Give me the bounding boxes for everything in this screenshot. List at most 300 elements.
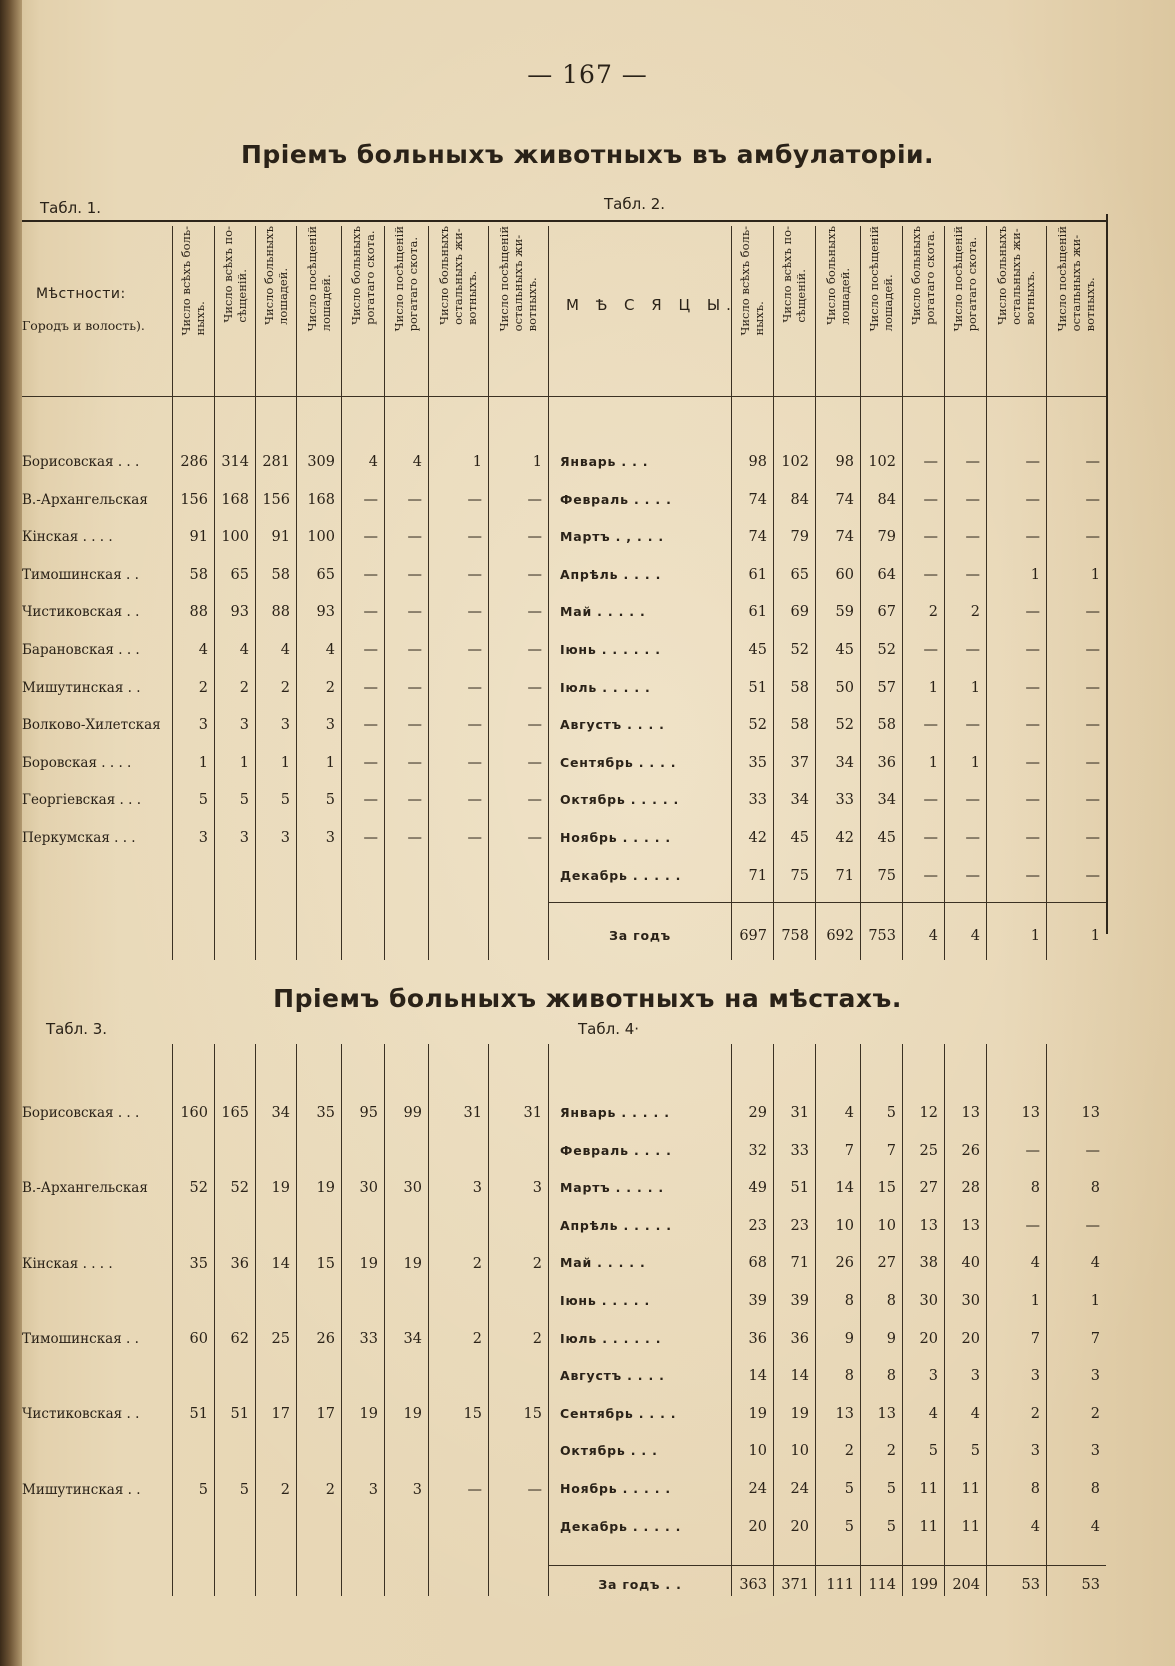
table-cell: 34 — [835, 754, 854, 771]
right-table-col-header-5 — [944, 226, 986, 388]
row-label: Мартъ . . . . . — [560, 1180, 664, 1196]
table-cell: — — [1085, 792, 1100, 809]
row-label: Барановская . . . — [22, 642, 140, 658]
table-cell: — — [1085, 754, 1100, 771]
table4-row — [0, 1178, 1175, 1198]
table-cell: 52 — [189, 1180, 208, 1197]
table4-row — [0, 1517, 1175, 1537]
table-cell: — — [467, 1481, 482, 1498]
table-cell: 102 — [781, 454, 809, 470]
row-label: В.-Архангельская — [22, 1180, 148, 1197]
table-cell: — — [1085, 604, 1100, 621]
table4-row — [0, 1216, 1175, 1236]
row-label: Ноябрь . . . . . — [560, 1481, 671, 1496]
table-cell: 19 — [359, 1255, 378, 1272]
table-cell: 3 — [532, 1180, 542, 1197]
table4-row — [0, 1329, 1175, 1349]
column-header-text: Число посѣщеній остальныхъ жи- вотныхъ. — [497, 226, 539, 332]
table-cell: 26 — [316, 1330, 335, 1347]
table-cell: 1 — [928, 679, 938, 696]
table-cell: 37 — [790, 754, 809, 771]
table-cell: 23 — [790, 1217, 809, 1234]
table4-row — [0, 1366, 1175, 1386]
table-cell: — — [407, 792, 422, 809]
table-cell: 10 — [877, 1217, 896, 1234]
column-header-text: Число всѣхъ боль- ныхъ. — [738, 226, 766, 336]
table-cell: 7 — [886, 1142, 896, 1159]
table2-row — [0, 565, 1175, 585]
table-cell: — — [923, 830, 938, 846]
total-rule-4 — [548, 1565, 1106, 1566]
table-cell: — — [407, 754, 422, 771]
column-header-text: Число больныхъ рогатаго скота. — [909, 226, 937, 325]
table-cell: 4 — [844, 1105, 854, 1121]
table-cell: 13 — [961, 1217, 980, 1234]
table-cell: — — [923, 529, 938, 546]
table-cell: 11 — [961, 1518, 980, 1535]
table-cell: — — [1025, 642, 1040, 658]
table-cell: 1 — [970, 754, 980, 771]
table-cell: 7 — [1090, 1330, 1100, 1347]
table-cell: 60 — [835, 566, 854, 583]
table4-row — [0, 1141, 1175, 1161]
table-cell: 8 — [886, 1368, 896, 1385]
table-cell: — — [1085, 679, 1100, 696]
row-label: Декабрь . . . . . — [560, 867, 682, 883]
right-table-col-header-0 — [731, 226, 773, 388]
table-cell: 11 — [919, 1518, 938, 1535]
table-cell: 20 — [748, 1518, 767, 1535]
table-cell: 5 — [844, 1481, 854, 1497]
table-cell: 4 — [928, 928, 938, 944]
row-label: Кінская . . . . — [22, 529, 113, 546]
table-cell: 5 — [198, 1481, 208, 1498]
table-cell: — — [1025, 754, 1040, 771]
column-header-text: Число больныхъ остальныхъ жи- вотныхъ. — [995, 226, 1037, 325]
table-cell: 93 — [316, 604, 335, 621]
table-cell: — — [467, 604, 482, 621]
row-label: Чистиковская . . — [22, 604, 140, 621]
table-cell: 4 — [970, 928, 980, 944]
vline-right-1-5 — [944, 1044, 945, 1596]
right-table-col-header-1 — [773, 226, 815, 388]
left-table-col-header-7 — [488, 226, 548, 388]
table-cell: 17 — [316, 1406, 335, 1423]
row-label: Боровская . . . . — [22, 754, 132, 771]
table-cell: — — [363, 529, 378, 546]
table-cell: 1 — [1090, 1293, 1100, 1309]
vline-right-1-2 — [815, 1044, 816, 1596]
table-cell: 1 — [198, 754, 208, 771]
table-cell: 74 — [835, 491, 854, 508]
table2-row — [0, 490, 1175, 510]
table-cell: — — [1085, 454, 1100, 470]
table-cell: 2 — [844, 1443, 854, 1460]
table2-row — [0, 527, 1175, 547]
row-label: Декабрь . . . . . — [560, 1518, 682, 1534]
row-label: Сентябрь . . . . — [560, 1405, 677, 1421]
table-cell: 57 — [877, 679, 896, 696]
table-cell: 1 — [1030, 928, 1040, 944]
table-cell: 3 — [970, 1368, 980, 1385]
table-cell: 4 — [928, 1405, 938, 1422]
left-table-col-header-3 — [296, 226, 341, 388]
table-cell: 4 — [198, 642, 208, 658]
table-cell: 39 — [790, 1293, 809, 1309]
table-cell: 5 — [280, 792, 290, 809]
table-cell: 53 — [1021, 1577, 1040, 1593]
table-cell: 27 — [877, 1255, 896, 1272]
table-cell: — — [467, 754, 482, 771]
table-cell: 52 — [835, 717, 854, 734]
table-cell: — — [363, 792, 378, 809]
vline-right-1-4 — [902, 1044, 903, 1596]
table-cell: — — [1085, 717, 1100, 734]
table-cell: 4 — [280, 642, 290, 658]
table-cell: — — [527, 792, 542, 809]
row-label: Георгіевская . . . — [22, 792, 141, 809]
table-cell: 84 — [877, 491, 896, 508]
table-cell: 32 — [748, 1142, 767, 1159]
table-cell: 65 — [230, 566, 249, 583]
table-cell: 2 — [239, 679, 249, 696]
table-cell: 8 — [1030, 1180, 1040, 1197]
row-label: Іюнь . . . . . . — [560, 642, 661, 657]
table-cell: 156 — [180, 491, 208, 508]
table-cell: — — [407, 642, 422, 658]
table-cell: — — [965, 792, 980, 809]
vline-left-0-8 — [548, 226, 549, 960]
table1-label: Табл. 1. — [40, 199, 102, 217]
right-table-col-header-2 — [815, 226, 860, 388]
table-cell: 2 — [886, 1443, 896, 1460]
table-cell: 19 — [316, 1180, 335, 1197]
table4-row — [0, 1291, 1175, 1311]
table-cell: 3 — [239, 717, 249, 734]
table-cell: 1 — [239, 754, 249, 771]
table-cell: — — [527, 566, 542, 583]
table-cell: 42 — [748, 830, 767, 846]
table-cell: 8 — [1030, 1481, 1040, 1497]
table-cell: 12 — [919, 1105, 938, 1121]
locality-subheader: Городъ и волость). — [22, 318, 145, 333]
vline-left-1-5 — [384, 1044, 385, 1596]
table-cell: 31 — [463, 1105, 482, 1121]
table-cell: 34 — [403, 1330, 422, 1347]
table-cell: 4 — [1030, 1255, 1040, 1272]
table-cell: 168 — [307, 491, 335, 508]
table-cell: 35 — [748, 754, 767, 771]
table-cell: 45 — [877, 830, 896, 846]
row-label: Октябрь . . . — [560, 1443, 658, 1459]
row-label: Январь . . . . . — [560, 1105, 670, 1120]
row-label: Тимошинская . . — [22, 566, 139, 583]
table-cell: 2 — [280, 679, 290, 696]
table-cell: — — [923, 792, 938, 809]
table-cell: — — [527, 717, 542, 734]
row-label: Май . . . . . — [560, 1255, 646, 1271]
table3-label: Табл. 3. — [46, 1020, 108, 1038]
table-cell: — — [923, 867, 938, 884]
table-cell: 697 — [739, 928, 767, 944]
table4-total-row — [0, 1575, 1175, 1595]
left-table-col-header-5 — [384, 226, 428, 388]
table-cell: 1 — [928, 754, 938, 771]
table-cell: 3 — [412, 1481, 422, 1498]
table-cell: — — [1085, 1217, 1100, 1234]
table-cell: 79 — [877, 529, 896, 546]
table-cell: 51 — [790, 1180, 809, 1197]
table-cell: 19 — [403, 1406, 422, 1423]
table-cell: 25 — [271, 1330, 290, 1347]
table-cell: 3 — [472, 1180, 482, 1197]
table-cell: 4 — [1090, 1518, 1100, 1535]
section2-title: Пріемъ больныхъ животныхъ на мѣстахъ. — [273, 984, 902, 1013]
table-cell: — — [1025, 529, 1040, 546]
column-header-text: Число больныхъ остальныхъ жи- вотныхъ. — [437, 226, 479, 325]
table-cell: 1 — [472, 454, 482, 470]
table-cell: 13 — [877, 1405, 896, 1422]
table-cell: — — [965, 529, 980, 546]
table2-row — [0, 640, 1175, 660]
table-cell: 34 — [790, 792, 809, 809]
vline-left-1-3 — [296, 1044, 297, 1596]
table4-row — [0, 1479, 1175, 1499]
row-label: Борисовская . . . — [22, 454, 140, 470]
top-rule — [22, 220, 1106, 222]
total-rule-2 — [548, 902, 1106, 903]
table-cell: 65 — [316, 566, 335, 583]
table-cell: 65 — [790, 566, 809, 583]
table-cell: 26 — [961, 1142, 980, 1159]
table-cell: 19 — [403, 1255, 422, 1272]
table-cell: 3 — [280, 717, 290, 734]
right-table-col-header-7 — [1046, 226, 1106, 388]
table-cell: 2 — [928, 604, 938, 621]
table-cell: 2 — [198, 679, 208, 696]
table-cell: 67 — [877, 604, 896, 621]
table-cell: 36 — [790, 1330, 809, 1347]
table-cell: 13 — [835, 1405, 854, 1422]
page-number: — 167 — — [527, 60, 648, 89]
table-cell: 19 — [748, 1405, 767, 1422]
table-cell: 9 — [844, 1330, 854, 1347]
table-cell: 3 — [325, 717, 335, 734]
table-cell: 5 — [844, 1518, 854, 1535]
table-cell: — — [407, 604, 422, 621]
table-cell: 5 — [886, 1481, 896, 1497]
table-cell: 2 — [1090, 1405, 1100, 1422]
vline-left-1-0 — [172, 1044, 173, 1596]
table-cell: 51 — [748, 679, 767, 696]
table-cell: — — [1025, 717, 1040, 734]
table2-total-row — [0, 926, 1175, 946]
table-cell: — — [467, 679, 482, 696]
table-cell: 1 — [532, 454, 542, 470]
table-cell: 58 — [189, 566, 208, 583]
table-cell: 1 — [1030, 566, 1040, 583]
table-cell: 3 — [928, 1368, 938, 1385]
table-cell: 1 — [1090, 566, 1100, 583]
table-cell: 59 — [835, 604, 854, 621]
table-cell: 30 — [961, 1293, 980, 1309]
table-cell: 165 — [221, 1105, 249, 1121]
row-label: Мишутинская . . — [22, 1481, 141, 1498]
table-cell: 30 — [403, 1180, 422, 1197]
row-label: Кінская . . . . — [22, 1255, 113, 1272]
table-cell: — — [527, 830, 542, 846]
left-table-col-header-2 — [255, 226, 296, 388]
column-header-text: Число посѣщеній рогатаго скота. — [392, 226, 420, 332]
table-cell: 753 — [868, 928, 896, 944]
table-cell: 281 — [262, 454, 290, 470]
column-header-text: Число больныхъ лошадей. — [823, 226, 852, 325]
table-cell: — — [363, 604, 378, 621]
left-table-col-header-4 — [341, 226, 384, 388]
table-cell: 26 — [835, 1255, 854, 1272]
table-cell: 40 — [961, 1255, 980, 1272]
row-label: Тимошинская . . — [22, 1330, 139, 1347]
vline-left-1-7 — [488, 1044, 489, 1596]
vline-left-1-2 — [255, 1044, 256, 1596]
table-cell: 4 — [970, 1405, 980, 1422]
table-cell: 1 — [1090, 928, 1100, 944]
table-cell: 10 — [790, 1443, 809, 1460]
table-cell: 1 — [325, 754, 335, 771]
vline-left-1-4 — [341, 1044, 342, 1596]
table-cell: — — [1025, 1142, 1040, 1159]
table2-row — [0, 715, 1175, 735]
table-cell: 75 — [877, 867, 896, 884]
table-cell: — — [527, 529, 542, 546]
left-table-col-header-1 — [214, 226, 255, 388]
table-cell: 34 — [877, 792, 896, 809]
table-cell: 100 — [307, 529, 335, 546]
section1-title: Пріемъ больныхъ животныхъ въ амбулаторіи. — [240, 140, 935, 169]
table-cell: 5 — [886, 1105, 896, 1121]
table-cell: 371 — [781, 1577, 809, 1593]
table-cell: 2 — [325, 679, 335, 696]
table-cell: 160 — [180, 1105, 208, 1121]
table-cell: 36 — [230, 1255, 249, 1272]
table-cell: 52 — [877, 642, 896, 658]
table-cell: — — [363, 642, 378, 658]
table-cell: 204 — [952, 1577, 980, 1593]
table-cell: — — [467, 792, 482, 809]
table2-row — [0, 452, 1175, 472]
row-label: Ноябрь . . . . . — [560, 830, 671, 845]
table-cell: 8 — [886, 1293, 896, 1309]
table-cell: 14 — [271, 1255, 290, 1272]
table-cell: 4 — [412, 454, 422, 470]
table2-row — [0, 866, 1175, 886]
row-label: Волково-Хилетская — [22, 717, 161, 734]
table-cell: 24 — [748, 1481, 767, 1497]
table-cell: 3 — [325, 830, 335, 846]
table-cell: 25 — [919, 1142, 938, 1159]
vline-right-1-1 — [773, 1044, 774, 1596]
table-cell: 15 — [523, 1406, 542, 1423]
vline-left-1-1 — [214, 1044, 215, 1596]
table-cell: 15 — [316, 1255, 335, 1272]
row-label: Октябрь . . . . . — [560, 792, 680, 808]
table-cell: 5 — [198, 792, 208, 809]
table-cell: — — [923, 491, 938, 508]
table-cell: — — [1085, 642, 1100, 658]
table-cell: 20 — [919, 1330, 938, 1347]
table-cell: 692 — [826, 928, 854, 944]
row-label: Августъ . . . . — [560, 1368, 665, 1384]
table2-row — [0, 753, 1175, 773]
table-cell: 39 — [748, 1293, 767, 1309]
table-cell: 79 — [790, 529, 809, 546]
table-cell: 23 — [748, 1217, 767, 1234]
table-cell: 7 — [1030, 1330, 1040, 1347]
table-cell: — — [467, 642, 482, 658]
table-cell: 93 — [230, 604, 249, 621]
table-cell: 11 — [919, 1481, 938, 1497]
table-cell: 3 — [1090, 1443, 1100, 1460]
table-cell: 309 — [307, 454, 335, 470]
column-header-text: Число всѣхъ боль- ныхъ. — [179, 226, 207, 336]
table-cell: 156 — [262, 491, 290, 508]
table-cell: — — [1025, 454, 1040, 470]
table4-row — [0, 1103, 1175, 1123]
left-table-col-header-6 — [428, 226, 488, 388]
table-cell: — — [1025, 830, 1040, 846]
row-label: Чистиковская . . — [22, 1406, 140, 1423]
row-label: Февраль . . . . — [560, 1142, 672, 1158]
table-cell: — — [467, 566, 482, 583]
table-cell: 64 — [877, 566, 896, 583]
right-table-col-header-3 — [860, 226, 902, 388]
table-cell: 314 — [221, 454, 249, 470]
table-cell: 7 — [844, 1142, 854, 1159]
table-cell: 88 — [189, 604, 208, 621]
table-cell: 30 — [919, 1293, 938, 1309]
right-table-col-header-4 — [902, 226, 944, 388]
table-cell: — — [965, 491, 980, 508]
table-cell: 13 — [1081, 1105, 1100, 1121]
table-cell: — — [407, 830, 422, 846]
table-cell: — — [923, 566, 938, 583]
table-cell: — — [1025, 867, 1040, 884]
table-cell: 20 — [790, 1518, 809, 1535]
table-cell: 42 — [835, 830, 854, 846]
table-cell: — — [965, 454, 980, 470]
column-header-text: Число больныхъ рогатаго скота. — [348, 226, 377, 325]
vline-right-1-6 — [986, 1044, 987, 1596]
table-cell: 4 — [325, 642, 335, 658]
table-cell: — — [363, 754, 378, 771]
table-cell: — — [363, 566, 378, 583]
table-cell: — — [1085, 529, 1100, 546]
table-cell: 2 — [1030, 1405, 1040, 1422]
table-cell: 100 — [221, 529, 249, 546]
table-cell: 99 — [403, 1105, 422, 1121]
table2-row — [0, 790, 1175, 810]
table-cell: 49 — [748, 1180, 767, 1197]
table-cell: — — [1085, 867, 1100, 884]
table-cell: 51 — [189, 1406, 208, 1423]
table-cell: 58 — [877, 717, 896, 734]
table-cell: 33 — [790, 1142, 809, 1159]
table-cell: — — [965, 717, 980, 734]
table-cell: 1 — [970, 679, 980, 696]
table-cell: — — [467, 830, 482, 846]
table-cell: 10 — [748, 1443, 767, 1460]
vline-left-1-6 — [428, 1044, 429, 1596]
